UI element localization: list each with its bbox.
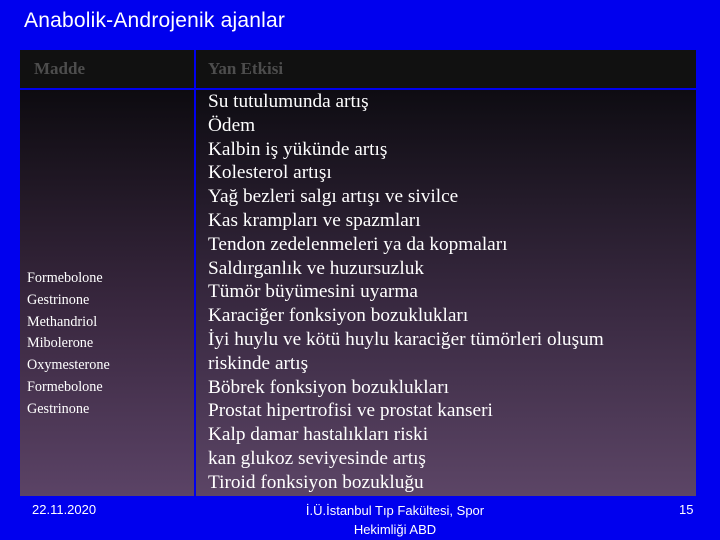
- page-number: 15: [679, 502, 694, 517]
- effect-item: Kalbin iş yükünde artış: [208, 138, 388, 160]
- footer-source: [270, 489, 520, 539]
- effect-cell: [196, 90, 696, 496]
- slide-title: Anabolik-Androjenik ajanlar: [24, 9, 286, 32]
- footer-source-ghost: [270, 489, 520, 501]
- drug-item: Mibolerone: [27, 335, 94, 352]
- effect-item: İyi huylu ve kötü huylu karaciğer tümörleri oluşum: [208, 328, 604, 350]
- effect-item: Tendon zedelenmeleri ya da kopmaları: [208, 233, 508, 255]
- drug-item: Oxymesterone: [27, 357, 110, 374]
- effect-item: Yağ bezleri salgı artışı ve sivilce: [208, 186, 459, 208]
- drug-list: [27, 268, 110, 421]
- drug-item: Formebolone: [27, 378, 103, 395]
- effect-list: [208, 90, 604, 495]
- effect-item: Su tutulumunda artış: [208, 91, 369, 112]
- effect-item: Böbrek fonksiyon bozuklukları: [208, 376, 449, 398]
- footer-source-line1: İ.Ü.İstanbul Tıp Fakültesi, Spor: [305, 503, 485, 518]
- header-madde: Madde: [20, 50, 194, 88]
- effect-item: Saldırganlık ve huzursuzluk: [208, 257, 424, 279]
- effect-item: riskinde artış: [208, 352, 309, 374]
- drug-cell: [20, 90, 194, 496]
- effect-item: Kas krampları ve spazmları: [208, 209, 421, 231]
- drug-item: Formebolone: [27, 270, 103, 286]
- header-yan-etkisi: Yan Etkisi: [196, 50, 696, 88]
- effect-item: Prostat hipertrofisi ve prostat kanseri: [208, 400, 493, 422]
- side-effects-table: [20, 50, 696, 496]
- effect-item: Kalp damar hastalıkları riski: [208, 424, 429, 446]
- drug-item: Gestrinone: [27, 291, 90, 308]
- footer-date: 22.11.2020: [32, 502, 97, 517]
- drug-item: Gestrinone: [27, 400, 90, 417]
- effect-item: Tiroid fonksiyon bozukluğu: [208, 471, 424, 493]
- effect-item: Kolesterol artışı: [208, 162, 332, 184]
- drug-item: Methandriol: [27, 313, 98, 330]
- effect-item: Tümör büyümesini uyarma: [208, 281, 418, 303]
- effect-item: kan glukoz seviyesinde artış: [208, 447, 426, 469]
- effect-item: Karaciğer fonksiyon bozuklukları: [208, 305, 469, 327]
- effect-item: Ödem: [208, 114, 256, 136]
- footer-source-line2: Hekimliği ABD: [353, 522, 437, 537]
